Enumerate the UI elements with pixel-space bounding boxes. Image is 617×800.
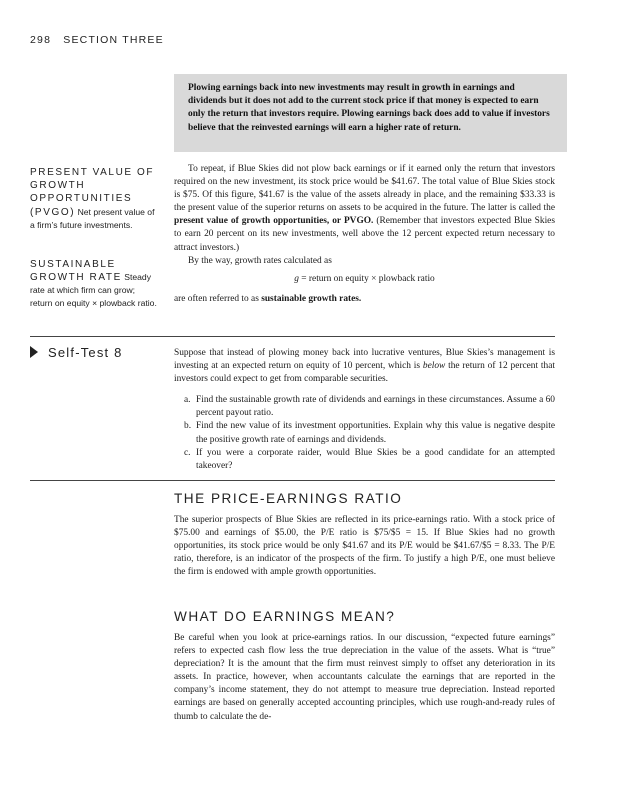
self-test-heading	[30, 345, 123, 360]
section-label: SECTION THREE	[63, 34, 164, 46]
running-head	[30, 34, 164, 46]
key-term: sustainable growth rates.	[261, 293, 362, 304]
paragraph: By the way, growth rates calculated as	[188, 255, 332, 266]
section-title-pe-ratio: THE PRICE-EARNINGS RATIO	[174, 491, 403, 506]
margin-term: SUSTAINABLE GROWTH RATE	[30, 259, 122, 284]
growth-formula: g = return on equity × plowback ratio	[294, 273, 435, 284]
section-title-earnings: WHAT DO EARNINGS MEAN?	[174, 609, 396, 624]
paragraph: are often referred to as sustainable growth rates.	[174, 293, 362, 304]
divider	[30, 480, 555, 481]
margin-definition: Steady rate at which firm can grow; return on equity × plowback ratio.	[30, 272, 157, 308]
margin-note-sustainable-growth	[30, 258, 158, 310]
margin-term: PRESENT VALUE OF GROWTH OPPORTUNITIES (PVGO)	[30, 167, 155, 218]
section-pe-text: The superior prospects of Blue Skies are reflected in its price-earnings ratio. With a stock price of $75.00 and earnings of $5.00, the P/E ratio is $75/$5 = 15. If Blue Skies had no growth opportunities, its stock price would be only $41.67 and its P/E would be $41.67/$5 = 8.33. The P/E ratio, therefore, is an indicator of the prospects of the firm. To justify a high P/E, one must believe the firm is endowed with ample growth opportunities.	[174, 515, 555, 578]
main-text	[174, 163, 555, 306]
question-list	[174, 394, 555, 473]
margin-note-pvgo	[30, 166, 158, 231]
callout-text: Plowing earnings back into new investments may result in growth in earnings and dividends but it does not add to the current stock price if that money is expected to earn only the return that investors require. Plowing earnings back does add to value if investors believe that the reinvested earnings will earn a higher rate of return.	[188, 83, 550, 133]
divider	[30, 336, 555, 337]
page-number: 298	[30, 34, 52, 46]
margin-definition: Net present value of a firm’s future investments.	[30, 206, 155, 230]
list-item: a. Find the sustainable growth rate of dividends and earnings in these circumstances. Assume a 60 percent payout ratio.	[184, 395, 555, 419]
key-point-callout	[174, 74, 567, 152]
section-earnings-text: Be careful when you look at price-earnings ratios. In our discussion, “expected future earnings” refers to expected cash flow less the true depreciation in the value of the assets. What is “true” depreciation? It is the amount that the firm must reinvest simply to offset any deterioration in its assets. In practice, however, when accountants calculate the earnings that are reported in the company’s income statement, they do not attempt to measure true depreciation. Instead reported earnings are based on generally accepted accounting principles, which use rough-and-ready rules of thumb to calculate the de-	[174, 633, 555, 722]
list-item: b. Find the new value of its investment opportunities. Explain why this value is negative despite the positive growth rate of earnings and dividends.	[184, 421, 555, 445]
list-item: c. If you were a corporate raider, would Blue Skies be a good candidate for an attempted takeover?	[184, 447, 555, 471]
key-term: present value of growth opportunities, or PVGO.	[174, 216, 374, 227]
self-test-body	[174, 347, 555, 473]
paragraph: To repeat, if Blue Skies did not plow back earnings or if it earned only the return that investors required on the new investment, its stock price would be $41.67. The total value of Blue Skies stock is $75. Of this figure, $41.67 is the value of the assets already in place, and the remaining $33.33 is the present value of the superior returns on assets to be acquired in the future. The latter is called the present value of growth opportunities, or PVGO. (Remember that investors expected Blue Skies to earn 20 percent on its new investments, well above the 12 percent expected return necessary to attract investors.)	[174, 164, 555, 253]
self-test-label: Self-Test 8	[48, 345, 123, 360]
self-test-intro: Suppose that instead of plowing money back into lucrative ventures, Blue Skies’s management is investing at an expected return on equity of 10 percent, which is below the return of 12 percent that investors could expect to get from comparable securities.	[174, 348, 555, 385]
triangle-marker-icon	[30, 346, 38, 358]
